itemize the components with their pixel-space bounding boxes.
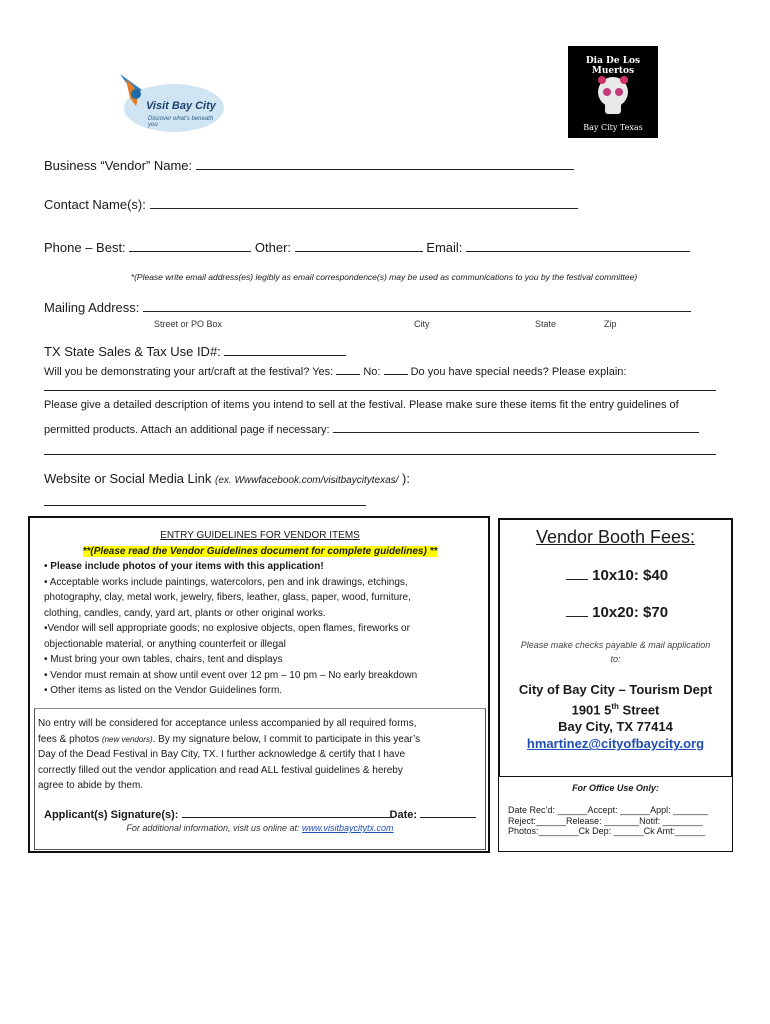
guideline-item: • Acceptable works include paintings, watercolors, pen and ink drawings, etchings, [44, 576, 408, 588]
description-field[interactable] [333, 422, 699, 433]
org-email-link[interactable]: hmartinez@cityofbaycity.org [526, 736, 705, 752]
guideline-item: • Please include photos of your items with this application! [44, 561, 324, 572]
special-needs-question: Do you have special needs? Please explain: [410, 366, 627, 378]
statement-line: Day of the Dead Festival in Bay City, TX. I further acknowledge & certify that I have [38, 749, 406, 760]
fee-10x10-checkbox[interactable] [566, 567, 588, 580]
payable-note [500, 638, 731, 666]
email-note: *(Please write email address(es) legibly as email correspondence(s) may be used as communications to you by the festival committee) [130, 272, 638, 282]
office-use-title: For Office Use Only: [572, 783, 659, 793]
guideline-item: • Other items as listed on the Vendor Guidelines form. [44, 685, 283, 696]
guidelines-title: ENTRY GUIDELINES FOR VENDOR ITEMS [160, 530, 360, 541]
contact-name-row [44, 196, 578, 212]
logo-title: Dia De Los Muertos [585, 56, 641, 76]
description-row [44, 422, 699, 436]
org-city: Bay City, TX 77414 [558, 719, 673, 735]
office-row: Date Rec’d: ______Accept: ______Appl: _______ [508, 805, 709, 815]
street-suffix: th [611, 702, 619, 711]
mailing-address-row [44, 299, 691, 315]
address-zip-caption: Zip [604, 319, 617, 329]
tax-id-field[interactable] [224, 343, 346, 356]
special-needs-line[interactable] [44, 390, 716, 391]
acknowledgement-text [38, 716, 482, 794]
tax-id-row [44, 343, 346, 359]
office-use-fields [508, 805, 708, 837]
guideline-item: photography, clay, metal work, jewelry, fibers, leather, glass, paper, wood, furniture, [44, 592, 411, 603]
statement-commit: . By my signature below, I commit to participate in this year’s [152, 733, 421, 745]
phone-row [44, 239, 690, 255]
street-number: 1901 5 [571, 702, 612, 718]
website-label: Website or Social Media Link [44, 471, 212, 486]
logo-subtitle: Bay City Texas [583, 123, 643, 132]
tax-id-label: TX State Sales & Tax Use ID#: [44, 344, 221, 359]
phone-best-field[interactable] [129, 239, 251, 252]
contact-name-field[interactable] [150, 196, 578, 209]
website-link[interactable]: www.visitbaycitytx.com [302, 823, 394, 833]
guideline-item: • Vendor must remain at show until event over 12 pm – 10 pm – No early breakdown [44, 669, 418, 681]
payable-line: Please make checks payable & mail application [520, 640, 711, 650]
office-row: Photos:________Ck Dep: ______Ck Amt:______ [508, 826, 706, 836]
signature-field[interactable] [182, 807, 390, 818]
phone-other-label: Other: [254, 240, 292, 255]
signature-row [44, 807, 476, 821]
no-label: No: [363, 366, 381, 378]
phone-other-field[interactable] [295, 239, 423, 252]
office-row: Reject:______Release: _______Notif: ________ [508, 815, 703, 826]
fee-10x20-row [566, 604, 668, 621]
date-label: Date: [389, 809, 418, 821]
phone-best-label: Phone – Best: [44, 240, 126, 255]
guideline-item: objectionable material, or anything counterfeit or illegal [44, 638, 286, 650]
statement-new-vendors: (new vendors) [101, 734, 153, 744]
email-label: Email: [426, 240, 463, 255]
demonstrating-row [44, 364, 626, 378]
yes-label: Yes: [312, 366, 334, 378]
fee-10x20-checkbox[interactable] [566, 604, 588, 617]
mailing-address-label: Mailing Address: [44, 300, 140, 315]
statement-line: agree to abide by them. [38, 780, 144, 791]
guidelines-read-note: **(Please read the Vendor Guidelines document for complete guidelines) ** [82, 545, 438, 557]
website-close: ): [402, 471, 410, 486]
booth-fees-title: Vendor Booth Fees: [535, 527, 696, 547]
statement-line [38, 732, 482, 748]
email-field[interactable] [466, 239, 690, 252]
business-name-field[interactable] [196, 157, 574, 170]
fee-10x10-label: 10x10: $40 [592, 567, 669, 584]
mailing-address-block [498, 681, 733, 752]
skull-icon [593, 74, 633, 118]
more-info-row [34, 823, 486, 833]
website-row [44, 471, 410, 486]
website-example: (ex. Wwwfacebook.com/visitbaycitytexas/ [215, 475, 399, 486]
org-street [498, 698, 733, 718]
more-info-label: For additional information, visit us online at: [126, 823, 300, 833]
address-street-caption: Street or PO Box [154, 319, 223, 329]
guideline-item: • Must bring your own tables, chairs, tent and displays [44, 654, 283, 665]
guideline-item: •Vendor will sell appropriate goods; no explosive objects, open flames, fireworks or [44, 623, 410, 634]
statement-line: correctly filled out the vendor application and read ALL festival guidelines & hereby [38, 764, 403, 776]
org-name: City of Bay City – Tourism Dept [518, 682, 713, 697]
guideline-item: clothing, candles, candy, yard art, plants or other original works. [44, 607, 326, 619]
demonstrating-question: Will you be demonstrating your art/craft at the festival? [44, 366, 310, 378]
business-name-label: Business “Vendor” Name: [44, 158, 193, 173]
statement-fees: fees & photos [38, 733, 100, 745]
street-name: Street [618, 702, 660, 718]
address-state-caption: State [535, 319, 557, 329]
date-field[interactable] [420, 807, 476, 818]
description-label: permitted products. Attach an additional page if necessary: [44, 424, 330, 436]
description-instructions: Please give a detailed description of items you intend to sell at the festival. Please make sure these items fit the entry guidelines of [44, 399, 679, 411]
dia-de-los-muertos-logo [568, 46, 658, 138]
guidelines-content [34, 528, 486, 699]
logo-text: Visit Bay City [146, 100, 216, 112]
website-field[interactable] [44, 505, 366, 506]
address-city-caption: City [414, 319, 430, 329]
statement-line: No entry will be considered for acceptance unless accompanied by all required forms, [38, 718, 417, 729]
payable-line: to: [610, 654, 621, 664]
mailing-address-field[interactable] [143, 299, 691, 312]
fee-10x10-row [566, 567, 668, 584]
contact-name-label: Contact Name(s): [44, 197, 146, 212]
business-name-row [44, 157, 574, 173]
description-line[interactable] [44, 454, 716, 455]
no-field[interactable] [384, 364, 408, 375]
logo-tagline: Discover what's beneath you [148, 116, 214, 128]
yes-field[interactable] [336, 364, 360, 375]
fee-10x20-label: 10x20: $70 [592, 604, 669, 621]
signature-label: Applicant(s) Signature(s): [44, 809, 179, 821]
visit-bay-city-logo [112, 64, 224, 136]
